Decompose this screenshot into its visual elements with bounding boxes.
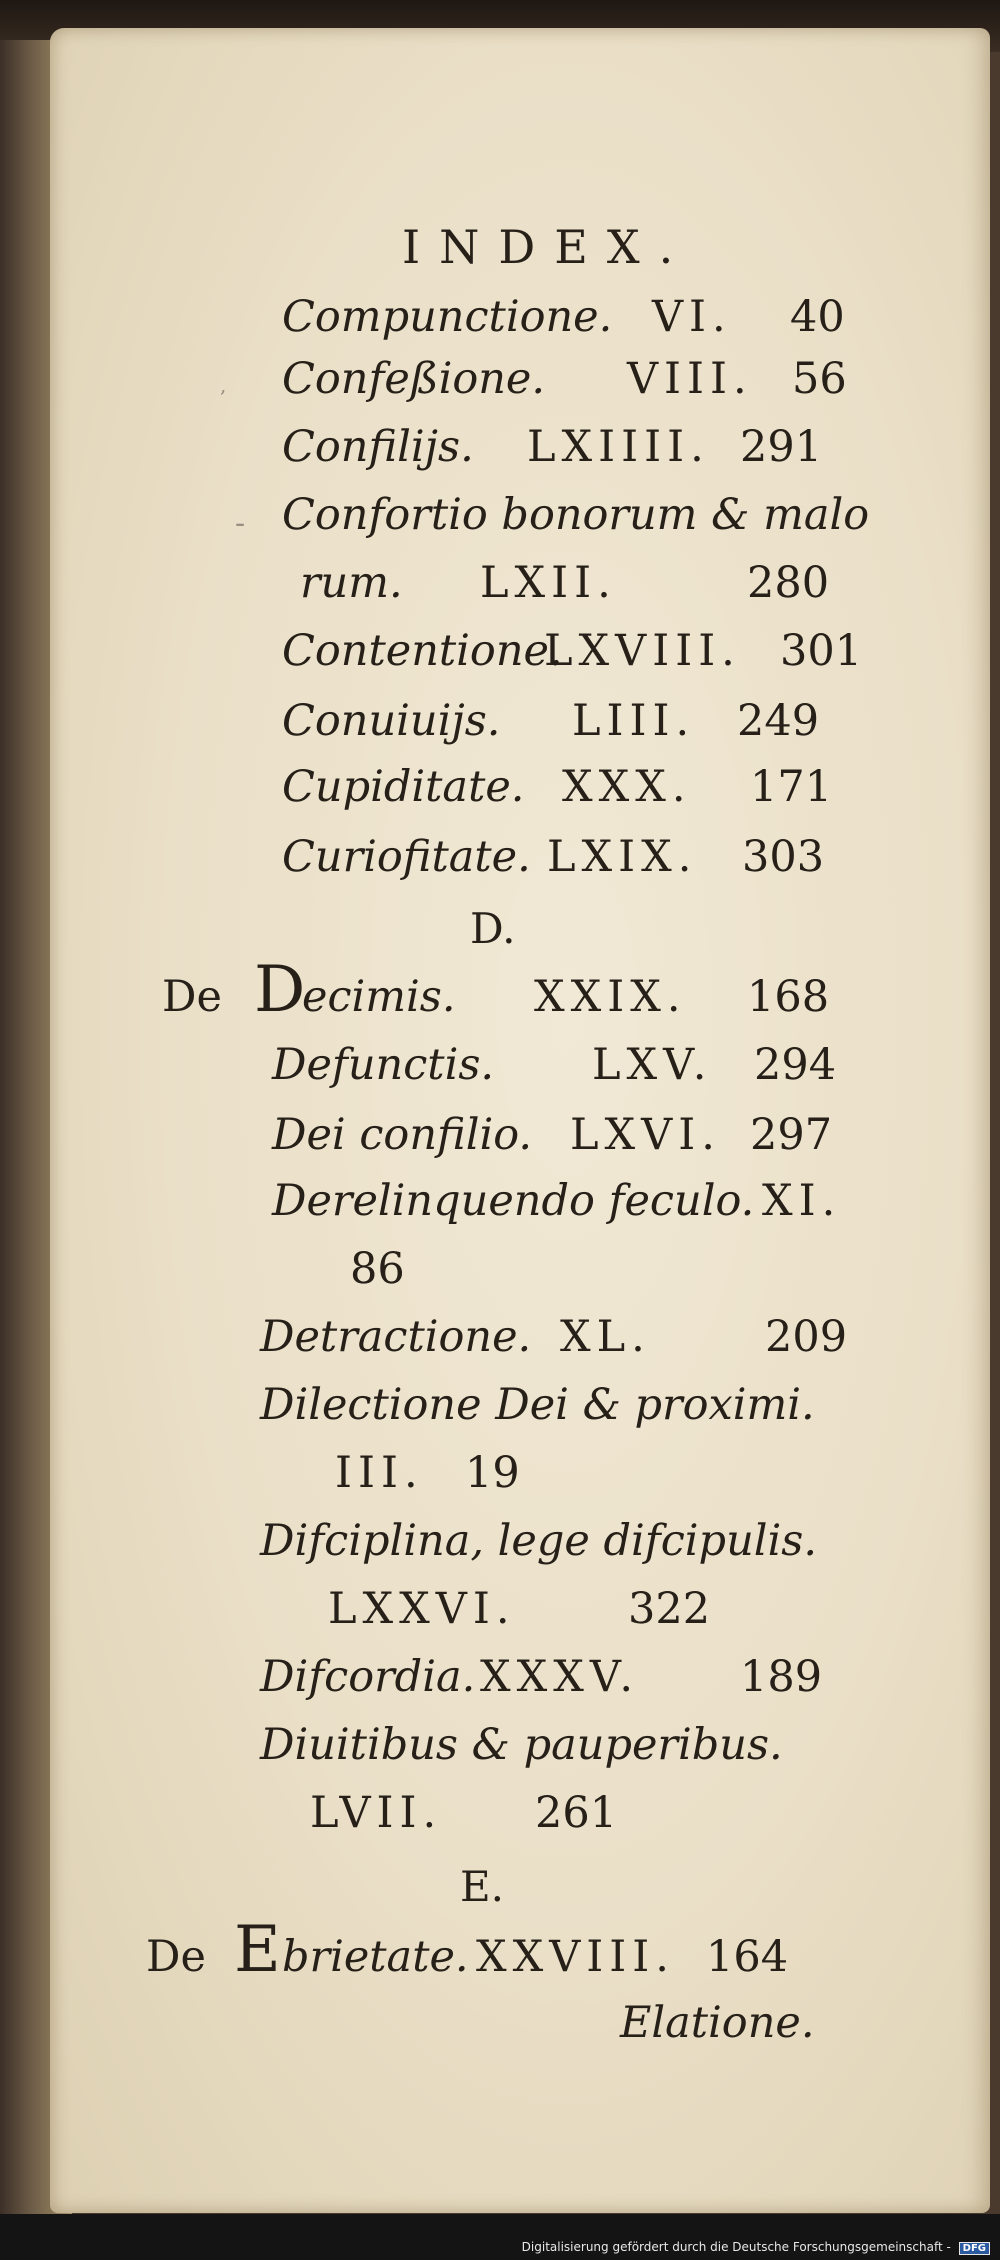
entry-page: 280 <box>747 558 830 608</box>
entry-roman: XXIX. <box>534 972 687 1022</box>
entry-page: 168 <box>747 972 830 1022</box>
drop-capital-d: D <box>254 953 306 1027</box>
entry-term: Derelinquendo feculo. <box>272 1176 755 1226</box>
entry-term: Cupiditate. <box>282 762 525 812</box>
dfg-logo: DFG <box>959 2242 990 2255</box>
entry-page: 164 <box>706 1932 789 1982</box>
index-entry <box>282 292 845 342</box>
entry-page: 56 <box>792 354 847 404</box>
entry-term: Difciplina, lege difcipulis. <box>260 1516 818 1566</box>
entry-page: 294 <box>754 1040 837 1090</box>
entry-term: Curiofitate. <box>282 832 531 882</box>
entry-term: Confortio bonorum & malo <box>282 490 870 540</box>
entry-term: rum. <box>300 558 403 608</box>
entry-page: 303 <box>742 832 825 882</box>
index-entry <box>272 1176 842 1226</box>
entry-roman: XL. <box>560 1312 651 1362</box>
entry-page: 301 <box>780 626 863 676</box>
entry-roman: LXIIII. <box>527 422 710 472</box>
de-prefix: De <box>146 1932 206 1982</box>
index-entry <box>260 1516 818 1566</box>
entry-page: 291 <box>740 422 823 472</box>
index-entry <box>300 558 830 608</box>
entry-page: 297 <box>750 1110 833 1160</box>
entry-roman: LXVIII. <box>544 626 741 676</box>
entry-roman: XXXV. <box>480 1652 640 1702</box>
credit-text: Digitalisierung gefördert durch die Deutsche Forschungsgemeinschaft - <box>521 2240 951 2254</box>
index-entry <box>260 1720 783 1770</box>
book-page <box>50 28 990 2213</box>
entry-term: brietate. <box>282 1932 469 1982</box>
entry-roman: LXII. <box>480 558 617 608</box>
entry-roman: XI. <box>762 1176 842 1226</box>
entry-term: Compunctione. <box>282 292 613 342</box>
de-prefix: De <box>162 972 222 1022</box>
entry-term: Detractione. <box>260 1312 532 1362</box>
entry-term: Confilijs. <box>282 422 474 472</box>
entry-roman: LXVI. <box>570 1110 721 1160</box>
digitization-credit <box>522 2240 990 2255</box>
entry-term: Difcordia. <box>260 1652 476 1702</box>
index-entry <box>260 1312 848 1362</box>
entry-page: 19 <box>465 1448 520 1498</box>
entry-page: 209 <box>765 1312 848 1362</box>
page-header: INDEX. <box>402 220 693 274</box>
entry-roman: LVII. <box>310 1788 443 1838</box>
entry-page: 171 <box>750 762 833 812</box>
entry-term: Diuitibus & pauperibus. <box>260 1720 783 1770</box>
index-entry <box>272 1110 833 1160</box>
index-entry <box>282 422 823 472</box>
index-entry <box>282 490 870 540</box>
entry-term: ecimis. <box>302 972 456 1022</box>
entry-roman: XXVIII. <box>476 1932 675 1982</box>
entry-page: 189 <box>740 1652 823 1702</box>
entry-roman: VI. <box>652 292 732 342</box>
entry-roman: III. <box>335 1448 424 1498</box>
entry-page: 322 <box>628 1584 711 1634</box>
entry-term: Defunctis. <box>272 1040 495 1090</box>
index-entry <box>282 626 863 676</box>
index-entry <box>282 832 825 882</box>
entry-page: 40 <box>790 292 845 342</box>
margin-mark: , <box>220 373 227 397</box>
entry-page: 86 <box>350 1244 405 1294</box>
drop-capital-e: E <box>234 1913 281 1987</box>
index-entry <box>260 1652 823 1702</box>
entry-roman: LXXVI. <box>328 1584 516 1634</box>
index-entry <box>272 1040 837 1090</box>
index-entry <box>282 354 847 404</box>
catchword: Elatione. <box>620 1998 815 2048</box>
entry-term: Conuiuijs. <box>282 696 501 746</box>
entry-roman: VIII. <box>627 354 753 404</box>
entry-roman: LXIX. <box>547 832 698 882</box>
entry-term: Dilectione Dei & proximi. <box>260 1380 815 1430</box>
entry-roman: LIII. <box>572 696 696 746</box>
index-entry <box>282 696 820 746</box>
entry-term: Contentione. <box>282 626 563 676</box>
index-entry <box>282 762 833 812</box>
entry-page: 261 <box>535 1788 618 1838</box>
section-letter-e: E. <box>460 1862 505 1911</box>
margin-mark: - <box>235 506 246 541</box>
section-letter-d: D. <box>470 904 516 953</box>
index-entry <box>260 1380 815 1430</box>
entry-page: 249 <box>737 696 820 746</box>
entry-roman: LXV. <box>592 1040 713 1090</box>
entry-roman: XXX. <box>562 762 692 812</box>
entry-term: Dei confilio. <box>272 1110 532 1160</box>
entry-term: Confeßione. <box>282 354 546 404</box>
